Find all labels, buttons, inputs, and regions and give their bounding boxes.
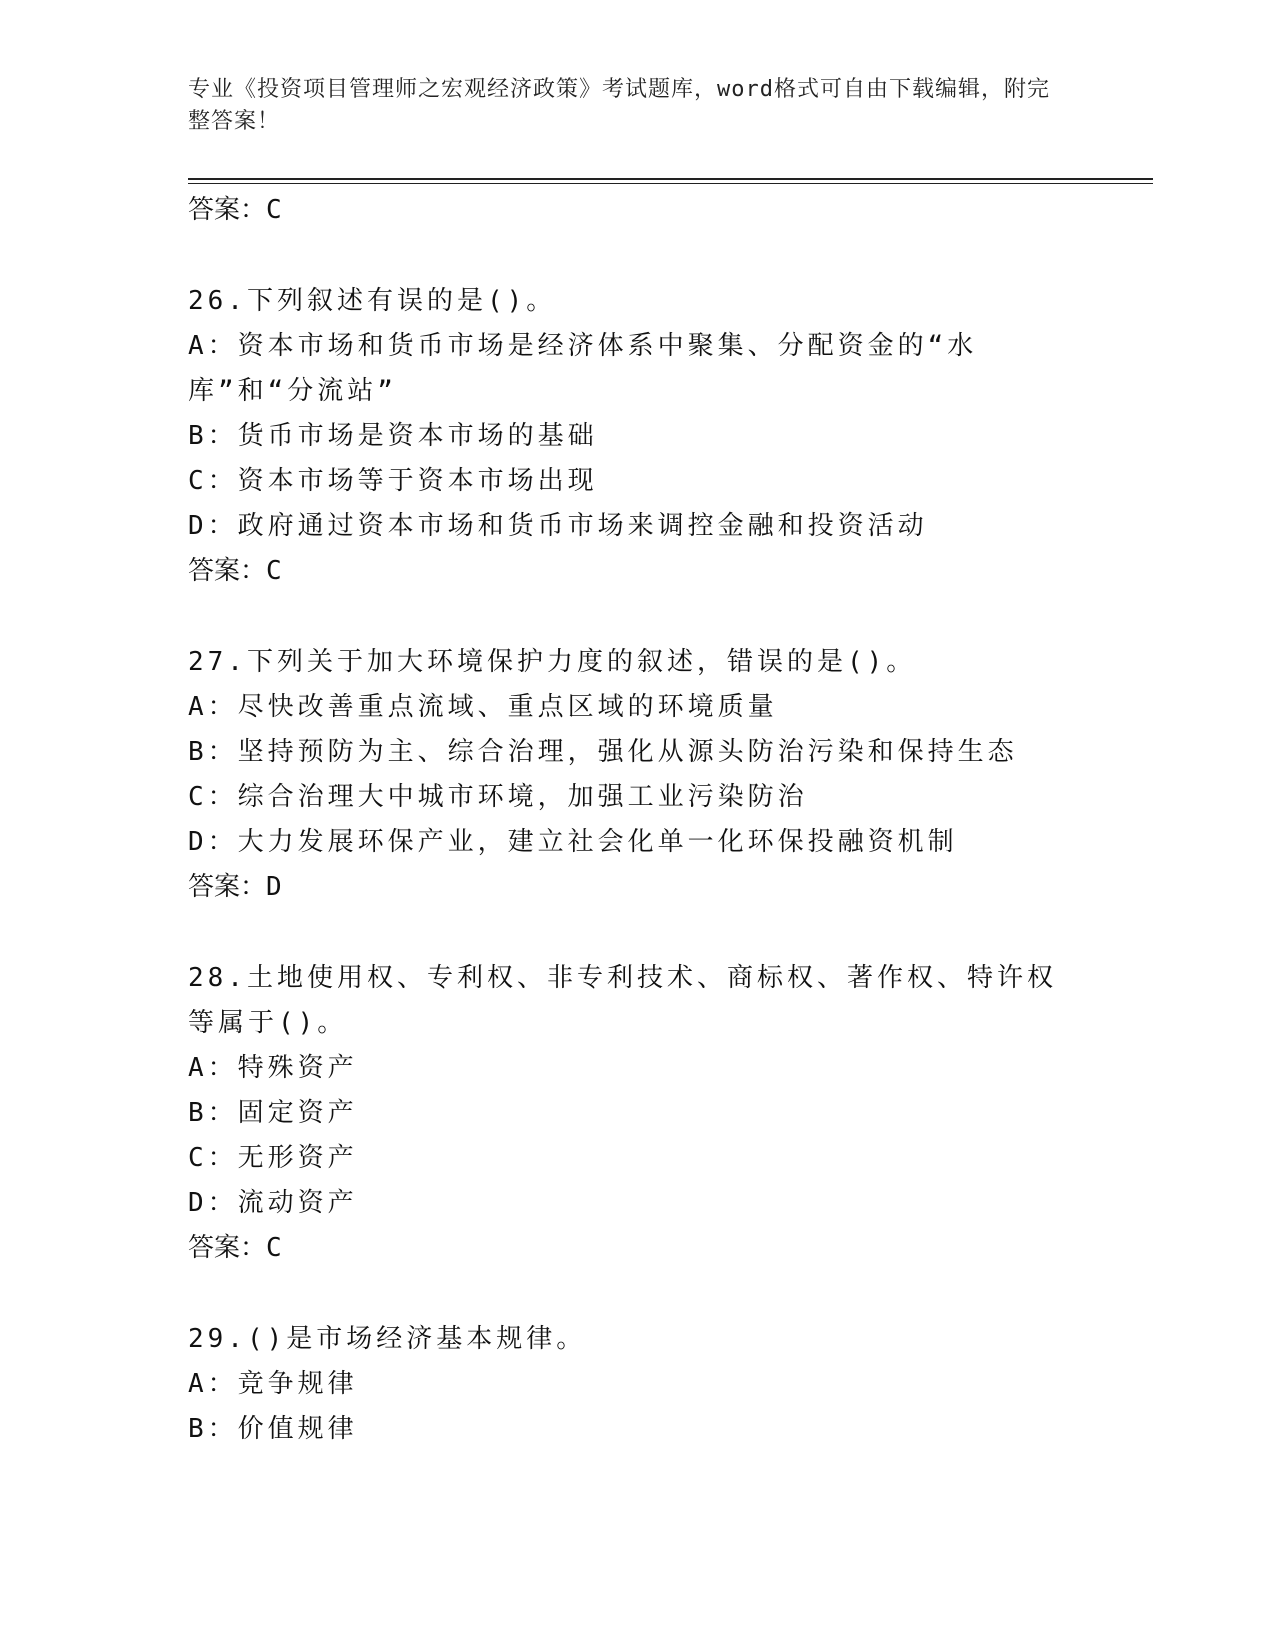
option-a: A：尽快改善重点流域、重点区域的环境质量 — [188, 692, 778, 722]
option-b: B：价值规律 — [188, 1414, 358, 1444]
option-b: B：坚持预防为主、综合治理，强化从源头防治污染和保持生态 — [188, 737, 1018, 767]
answer-line: 答案：C — [188, 556, 282, 586]
option-c: C：综合治理大中城市环境，加强工业污染防治 — [188, 782, 808, 812]
header-divider-thin — [188, 183, 1153, 184]
answer-line: 答案：C — [188, 195, 282, 225]
question-block — [188, 956, 1088, 1270]
question-block — [188, 1317, 1088, 1452]
question-stem: 29.()是市场经济基本规律。 — [188, 1324, 587, 1354]
option-d: D：流动资产 — [188, 1188, 358, 1218]
header-divider-thick — [188, 178, 1153, 180]
option-b: B：货币市场是资本市场的基础 — [188, 421, 598, 451]
question-block — [188, 279, 1088, 593]
option-a: A：资本市场和货币市场是经济体系中聚集、分配资金的“水库”和“分流站” — [188, 331, 978, 406]
option-a: A：特殊资产 — [188, 1053, 358, 1083]
option-d: D：政府通过资本市场和货币市场来调控金融和投资活动 — [188, 511, 928, 541]
option-a: A：竞争规律 — [188, 1369, 358, 1399]
answer-line: 答案：D — [188, 872, 282, 902]
question-list — [188, 188, 1088, 1452]
question-block — [188, 640, 1088, 909]
question-stem: 26.下列叙述有误的是()。 — [188, 286, 557, 316]
option-c: C：无形资产 — [188, 1143, 358, 1173]
document-intro: 专业《投资项目管理师之宏观经济政策》考试题库，word格式可自由下载编辑，附完整答案！ — [188, 77, 1050, 134]
option-c: C：资本市场等于资本市场出现 — [188, 466, 598, 496]
answer-line: 答案：C — [188, 1233, 282, 1263]
question-stem: 28.土地使用权、专利权、非专利技术、商标权、著作权、特许权等属于()。 — [188, 963, 1057, 1038]
option-b: B：固定资产 — [188, 1098, 358, 1128]
question-stem: 27.下列关于加大环境保护力度的叙述，错误的是()。 — [188, 647, 917, 677]
option-d: D：大力发展环保产业，建立社会化单一化环保投融资机制 — [188, 827, 958, 857]
